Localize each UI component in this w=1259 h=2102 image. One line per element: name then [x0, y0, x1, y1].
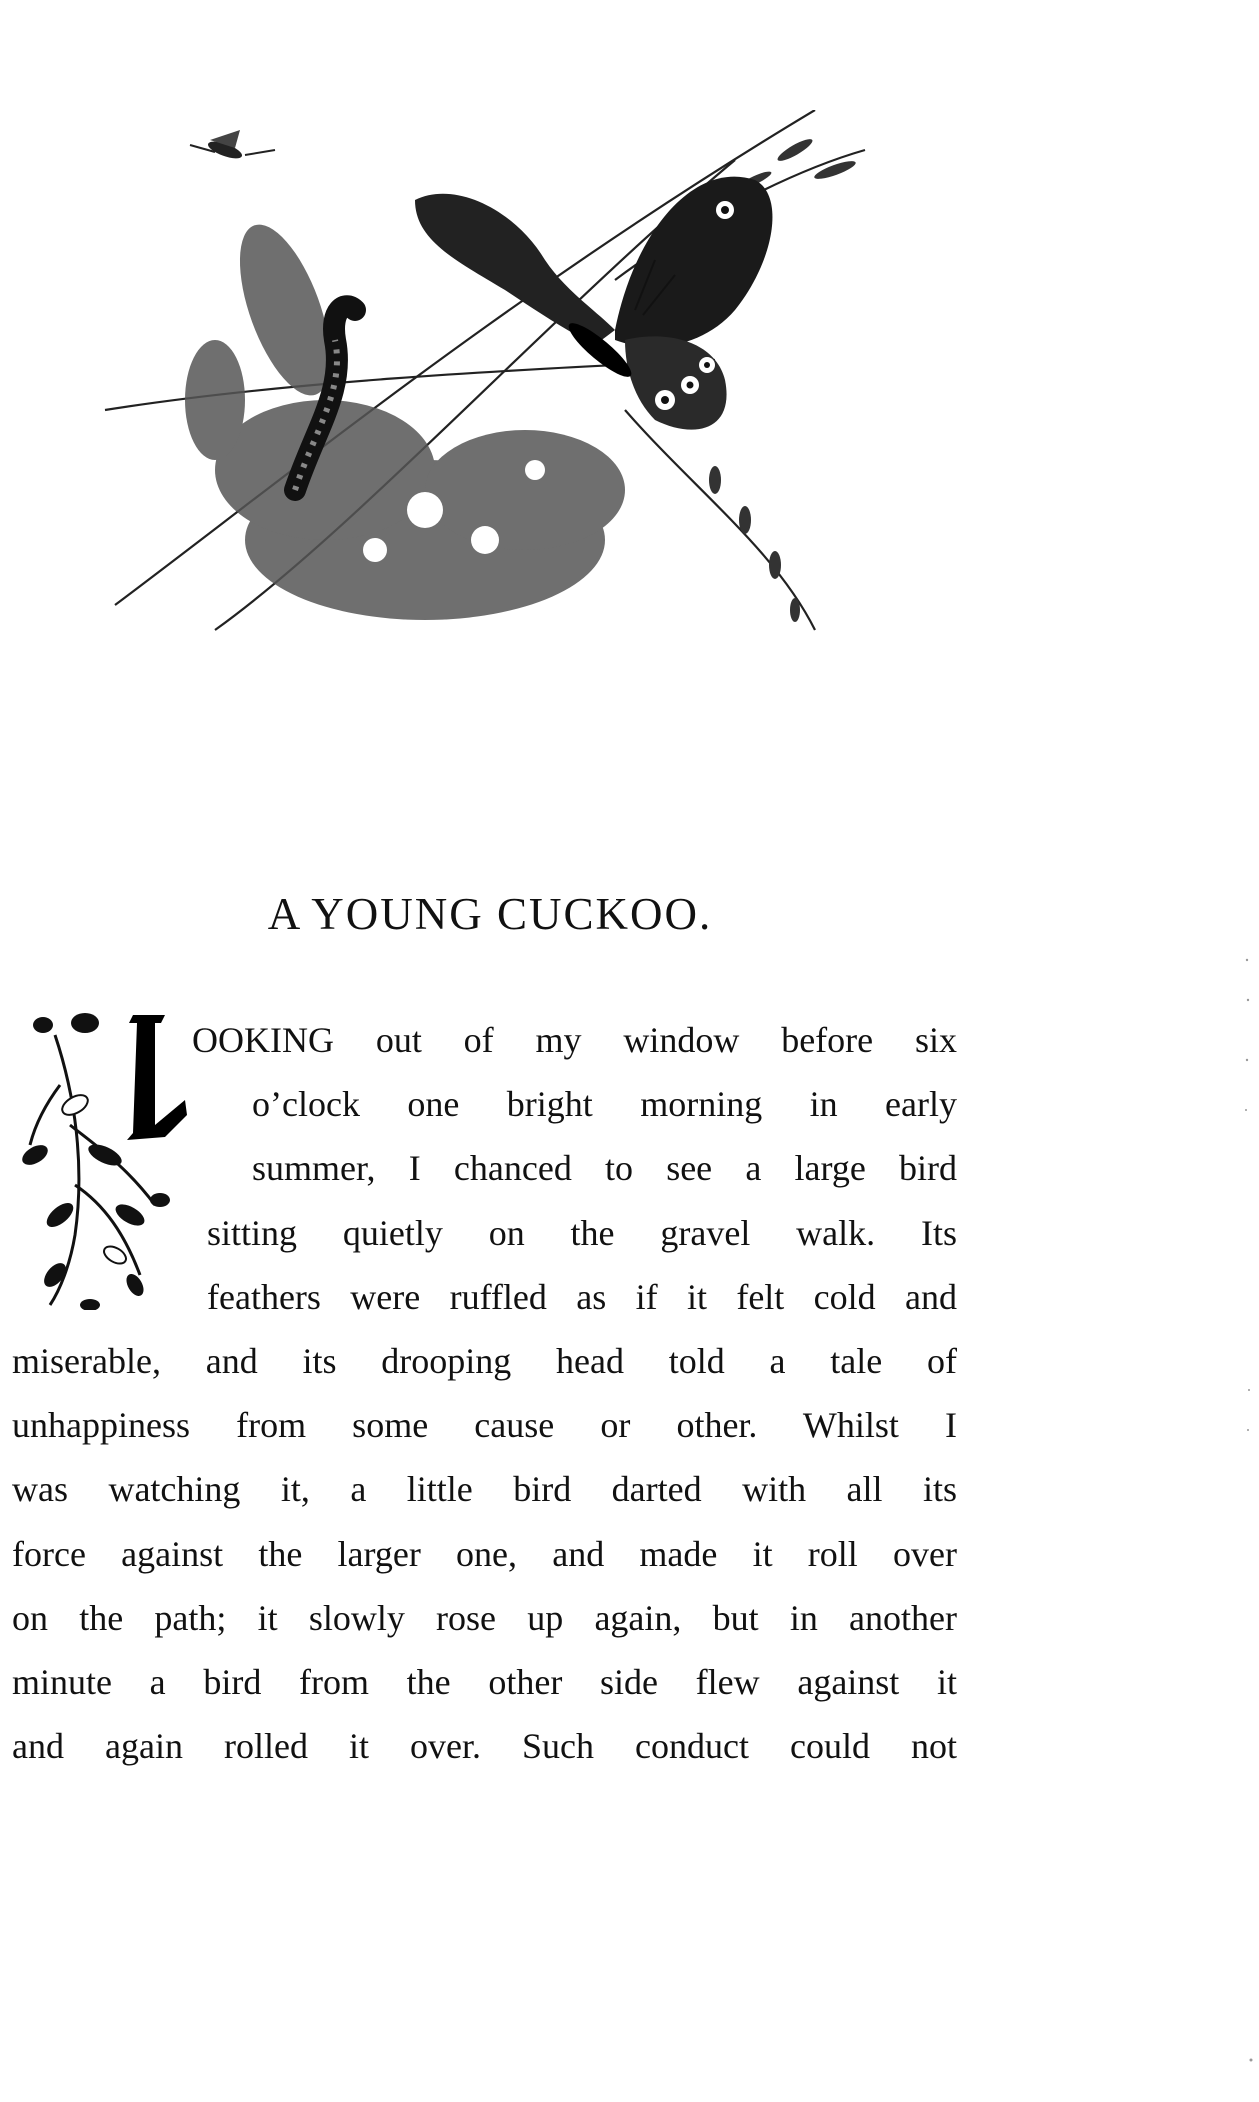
paragraph-line: unhappiness from some cause or other. Whilst I [12, 1405, 957, 1446]
paragraph-line: summer, I chanced to see a large bird [252, 1148, 957, 1189]
paragraph-line: minute a bird from the other side flew against it [12, 1661, 957, 1702]
paragraph-line: miserable, and its drooping head told a tale of [12, 1340, 957, 1381]
paragraph-line: was watching it, a little bird darted with all its [12, 1469, 957, 1510]
paragraph-line: force against the larger one, and made it roll over [12, 1533, 957, 1574]
paragraph-line: OOKING out of my window before six [192, 1020, 957, 1060]
page-edge-specks [1229, 0, 1259, 2102]
paragraph-line: feathers were ruffled as if it felt cold and [207, 1276, 957, 1317]
paragraph-line: and again rolled it over. Such conduct could not [12, 1726, 957, 1767]
paragraph-line: sitting quietly on the gravel walk. Its [207, 1212, 957, 1253]
paragraph [12, 1008, 957, 1778]
butterfly-caterpillar-engraving-icon [95, 110, 875, 655]
chapter-title: A YOUNG CUCKOO. [267, 889, 713, 939]
paragraph-line: on the path; it slowly rose up again, but in another [12, 1597, 957, 1638]
paragraph-line: o’clock one bright morning in early [252, 1084, 957, 1125]
